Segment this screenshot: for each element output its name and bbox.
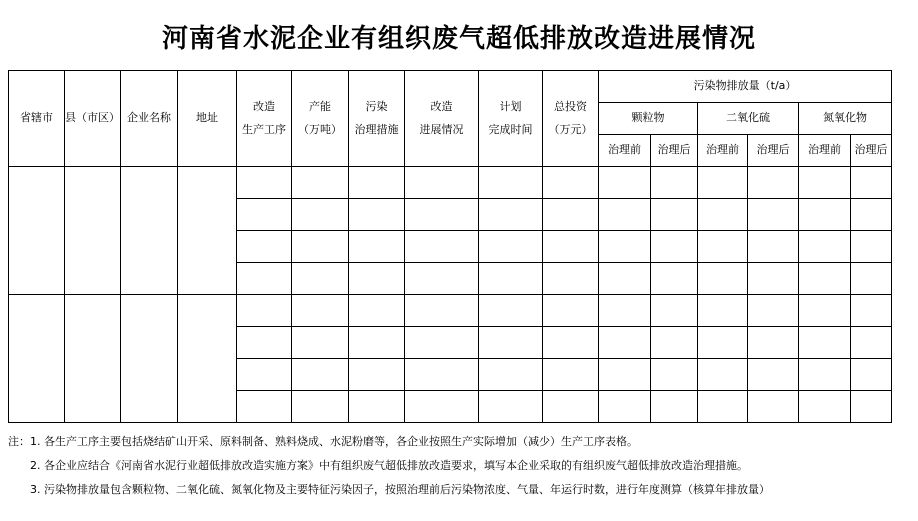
cell [651,167,698,199]
cell [349,199,405,231]
header-emission: 污染物排放量（t/a） [599,71,892,103]
cell [292,295,349,327]
table-row [9,295,892,327]
cell [543,359,599,391]
cell [405,167,479,199]
cell [543,263,599,295]
header-row [9,71,892,103]
cell [651,391,698,423]
header-capacity-line1: 产能 [309,99,331,113]
cell [799,263,851,295]
cell [651,231,698,263]
cell-address [178,167,237,295]
cell [543,295,599,327]
cell [543,327,599,359]
cell [748,359,799,391]
header-so2: 二氧化硫 [698,103,799,135]
cell-company [121,295,178,423]
progress-table [8,70,892,423]
cell [851,199,892,231]
cell [851,391,892,423]
cell [237,231,292,263]
cell [799,231,851,263]
cell [799,391,851,423]
cell [479,327,543,359]
header-plan-line1: 计划 [499,99,522,113]
cell-company [121,167,178,295]
header-process [237,71,292,167]
cell [599,295,651,327]
cell [851,263,892,295]
cell [292,263,349,295]
note-1: 注：1. 各生产工序主要包括烧结矿山开采、原料制备、熟料烧成、水泥粉磨等，各企业按照生产实际增加（减少）生产工序表格。 [8,435,638,448]
cell [651,359,698,391]
header-pollution-measures [349,71,405,167]
cell [851,327,892,359]
cell [349,167,405,199]
header-nox-after: 治理后 [851,135,892,167]
cell [292,167,349,199]
cell-county [65,295,121,423]
cell [405,359,479,391]
cell [292,199,349,231]
table-row [9,167,892,199]
cell [405,231,479,263]
cell [479,295,543,327]
cell [698,231,748,263]
cell [851,295,892,327]
header-pm: 颗粒物 [599,103,698,135]
header-process-line1: 改造 [253,99,275,113]
cell [349,391,405,423]
cell [651,263,698,295]
cell [698,391,748,423]
cell [599,391,651,423]
header-invest-line2: （万元） [548,123,593,136]
cell [799,359,851,391]
header-address: 地址 [178,71,237,167]
cell [349,295,405,327]
cell [349,263,405,295]
notes-section [8,430,908,502]
cell [851,231,892,263]
cell [405,295,479,327]
cell [237,199,292,231]
cell [349,359,405,391]
cell [237,295,292,327]
header-total-investment [543,71,599,167]
cell-province-city [9,167,65,295]
header-nox-before: 治理前 [799,135,851,167]
cell [479,167,543,199]
cell [349,231,405,263]
cell [799,327,851,359]
cell [599,263,651,295]
header-capacity [292,71,349,167]
cell [237,391,292,423]
cell [698,327,748,359]
cell [851,359,892,391]
cell [479,263,543,295]
cell [698,263,748,295]
cell [698,295,748,327]
cell [543,199,599,231]
cell [851,167,892,199]
cell [651,295,698,327]
cell [599,167,651,199]
cell [698,199,748,231]
header-so2-after: 治理后 [748,135,799,167]
cell [349,327,405,359]
cell-county [65,167,121,295]
cell [799,295,851,327]
header-so2-before: 治理前 [698,135,748,167]
cell [748,231,799,263]
cell [405,263,479,295]
header-plan-line2: 完成时间 [488,123,533,136]
cell [698,359,748,391]
cell [405,199,479,231]
cell [479,359,543,391]
cell [599,359,651,391]
cell [292,231,349,263]
cell [237,167,292,199]
cell [237,263,292,295]
note-2: 2. 各企业应结合《河南省水泥行业超低排放改造实施方案》中有组织废气超低排放改造要求，填写本企业采取的有组织废气超低排放改造治理措施。 [30,459,748,472]
cell [405,391,479,423]
cell-address [178,295,237,423]
header-company-name: 企业名称 [121,71,178,167]
header-pm-after: 治理后 [651,135,698,167]
cell [651,199,698,231]
header-process-line2: 生产工序 [242,123,286,136]
header-pollution-line2: 治理措施 [354,123,399,136]
header-county: 县（市区） [65,71,121,167]
cell [543,167,599,199]
header-progress [405,71,479,167]
cell [237,359,292,391]
header-pm-before: 治理前 [599,135,651,167]
cell [748,199,799,231]
cell [651,327,698,359]
header-progress-line2: 进展情况 [419,123,464,136]
cell [748,263,799,295]
cell [799,199,851,231]
header-pollution-line1: 污染 [365,99,388,113]
cell [479,231,543,263]
cell [543,391,599,423]
cell [698,167,748,199]
cell [543,231,599,263]
header-progress-line1: 改造 [430,99,453,113]
cell [748,327,799,359]
cell [748,391,799,423]
cell [405,327,479,359]
cell-province-city [9,295,65,423]
cell [599,231,651,263]
header-plan-time [479,71,543,167]
note-3: 3. 污染物排放量包含颗粒物、二氧化硫、氮氧化物及主要特征污染因子，按照治理前后污染物浓度、气量、年运行时数，进行年度测算（核算年排放量） [30,483,770,496]
cell [748,295,799,327]
header-capacity-line2: （万吨） [298,123,342,136]
header-province-city: 省辖市 [9,71,65,167]
cell [292,359,349,391]
cell [237,327,292,359]
cell [599,199,651,231]
cell [799,167,851,199]
header-invest-line1: 总投资 [554,99,587,113]
cell [479,391,543,423]
cell [292,327,349,359]
header-nox: 氮氧化物 [799,103,892,135]
cell [479,199,543,231]
document-title: 河南省水泥企业有组织废气超低排放改造进展情况 [161,24,756,54]
cell [599,327,651,359]
cell [748,167,799,199]
cell [292,391,349,423]
